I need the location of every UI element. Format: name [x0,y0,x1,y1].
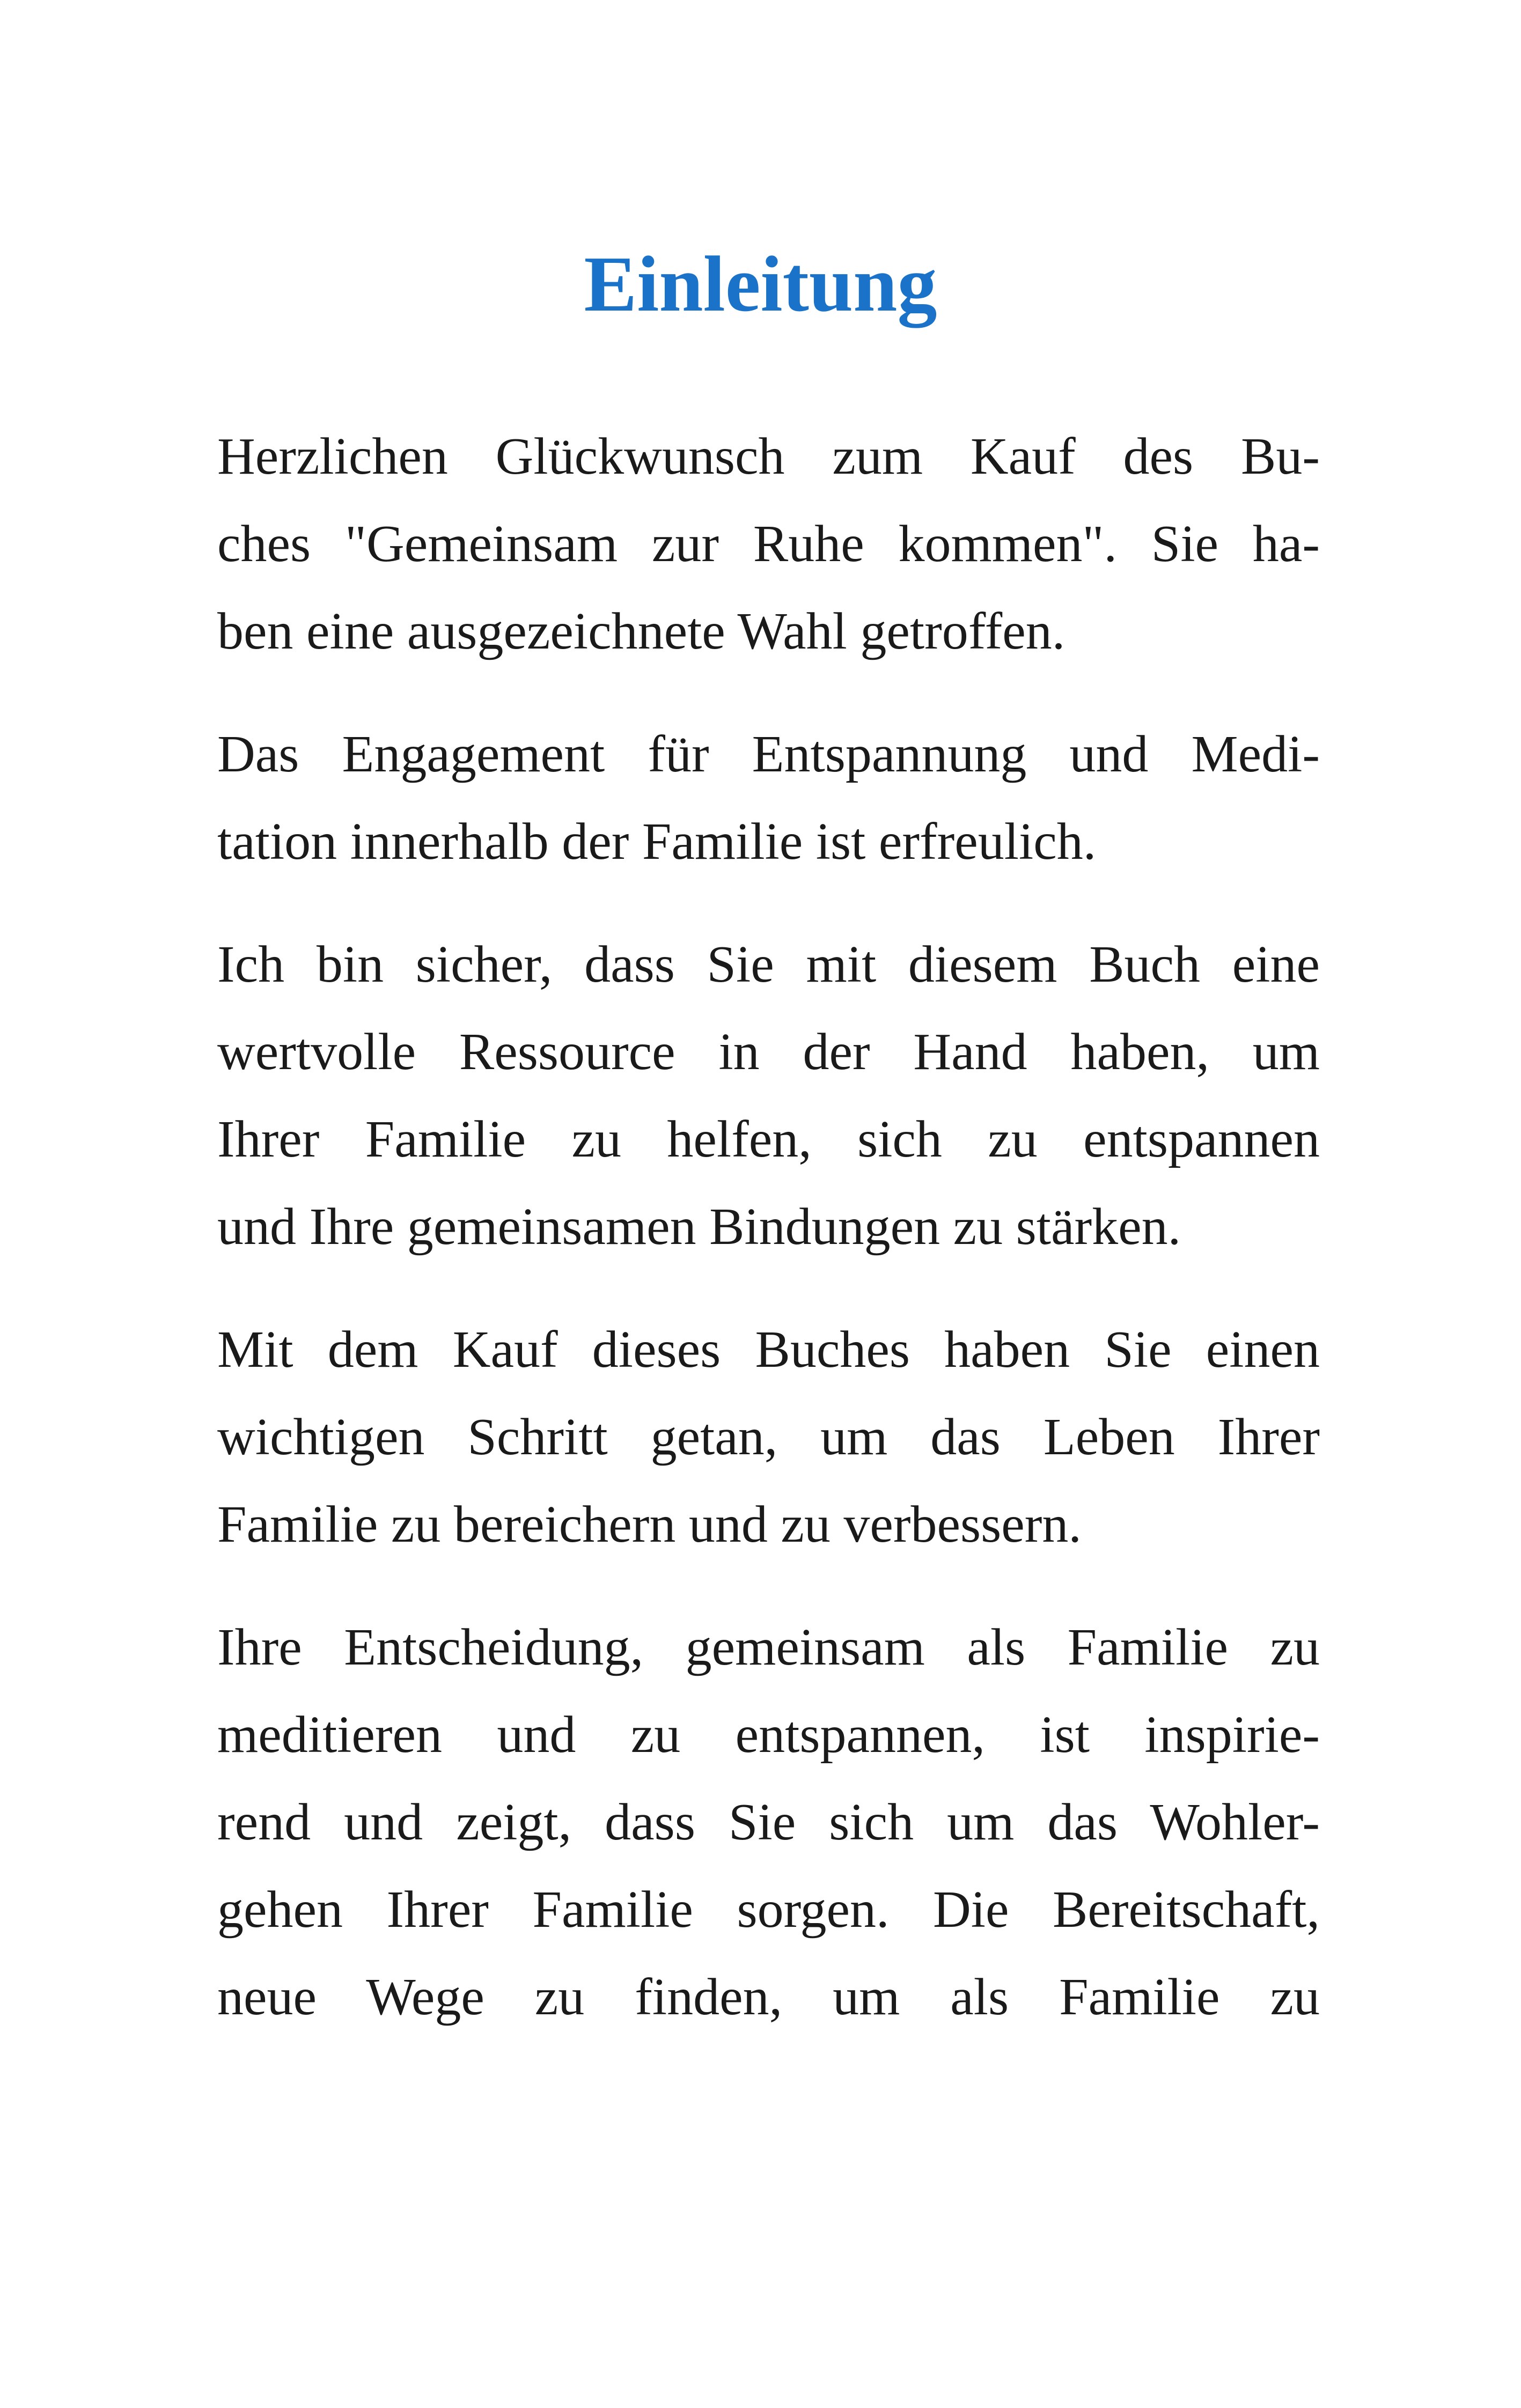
text-line: Ihre Entscheidung, gemeinsam als Familie zu [217,1618,1320,1676]
chapter-title: Einleitung [584,240,937,328]
paragraph-resource [217,921,1320,1271]
text-line: gehen Ihrer Familie sorgen. Die Bereitschaft, [217,1881,1320,1939]
text-line: wichtigen Schritt getan, um das Leben Ihrer [217,1408,1320,1466]
text-line: tation innerhalb der Familie ist erfreulich. [217,813,1097,871]
text-line: ches "Gemeinsam zur Ruhe kommen". Sie ha- [217,515,1320,573]
text-line: Herzlichen Glückwunsch zum Kauf des Bu- [217,428,1320,485]
text-line: meditieren und zu entspannen, ist inspirie- [217,1706,1320,1764]
text-line: Ich bin sicher, dass Sie mit diesem Buch eine [217,936,1320,993]
text-line: neue Wege zu finden, um als Familie zu [217,1968,1320,2026]
text-line: Mit dem Kauf dieses Buches haben Sie einen [217,1321,1320,1379]
text-line: und Ihre gemeinsamen Bindungen zu stärken. [217,1198,1181,1256]
paragraph-purchase [217,1306,1320,1568]
body-text [217,413,1320,2076]
text-line: rend und zeigt, dass Sie sich um das Wohler- [217,1793,1320,1851]
paragraph-engagement [217,711,1320,886]
text-line: Familie zu bereichern und zu verbessern. [217,1496,1082,1553]
text-line: Das Engagement für Entspannung und Medi- [217,725,1320,783]
text-line: Ihrer Familie zu helfen, sich zu entspannen [217,1110,1320,1168]
text-line: ben eine ausgezeichnete Wahl getroffen. [217,602,1066,660]
paragraph-congratulations [217,413,1320,675]
paragraph-decision [217,1604,1320,2041]
text-line: wertvolle Ressource in der Hand haben, um [217,1023,1320,1081]
